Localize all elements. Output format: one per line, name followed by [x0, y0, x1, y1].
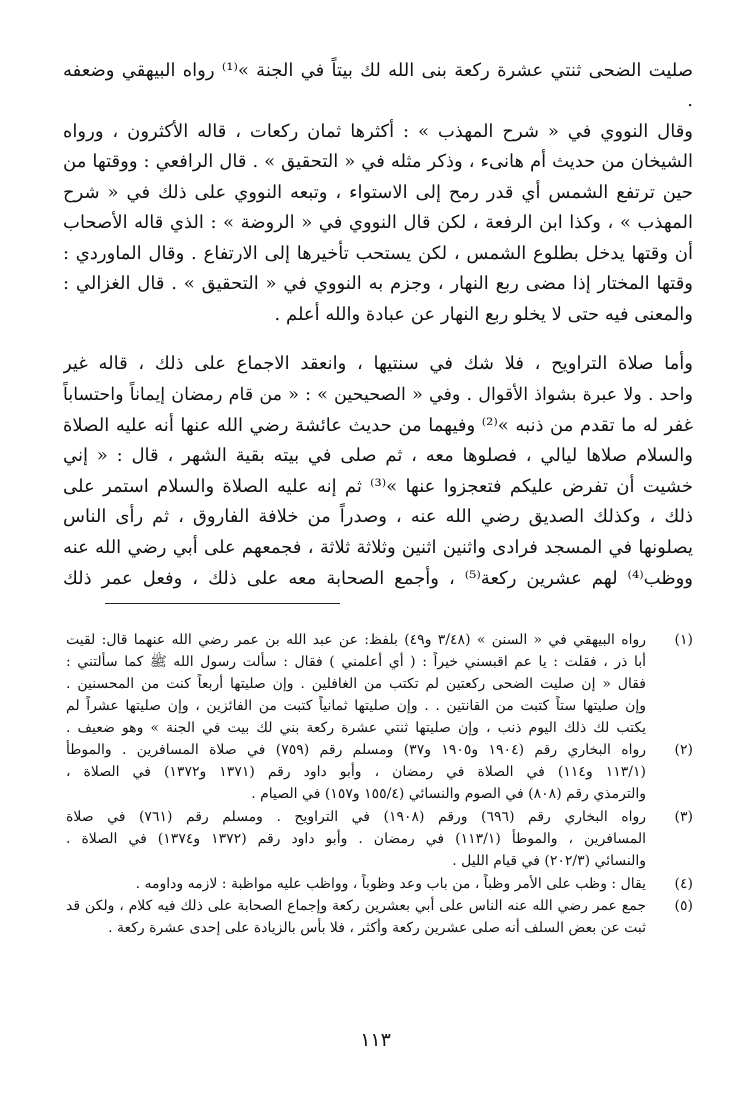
footnote-line: ثبت عن بعض السلف أنه صلى عشرين ركعة وأكثر ، فلا بأس بالزيادة على إحدى عشرة ركعة .: [108, 920, 646, 936]
footnote-number: (٥): [674, 898, 693, 914]
text-line: يصلونها في المسجد فرادى واثنين اثنين وثلاثة ثلاثة ، فجمعهم على أبي رضي الله عنه: [63, 537, 693, 558]
text-line: خشيت أن تفرض عليكم فتعجزوا عنها »⁽³⁾ ثم إنه عليه الصلاة والسلام استمر على: [63, 476, 693, 497]
footnote-line: المسافرين ، والموطأ (١١٣/١) في رمضان . وأبو داود رقم (١٣٧٢ و١٣٧٤) في الصلاة .: [66, 831, 646, 847]
footnote-line: جمع عمر رضي الله عنه الناس على أبي بعشرين ركعة وإجماع الصحابة على ذلك فيه كلام ، ولكن قد: [66, 898, 646, 914]
text-line: حين ترتفع الشمس أي قدر رمح إلى الاستواء ، وتبعه النووي على ذلك في « شرح: [63, 182, 693, 203]
footnote-number: (١): [674, 632, 693, 648]
footnote-divider: [105, 603, 340, 604]
footnote-line: أبا ذر ، فقلت : يا عم اقبسني خيراً : ( أي أعلمني ) فقال : سألت رسول الله ﷺ كما سألتني :: [66, 654, 646, 670]
footnote-line: (١١٣/١ و١١٤) في الصلاة في رمضان ، وأبو داود رقم (١٣٧١ و١٣٧٢) في الصلاة ،: [66, 764, 646, 780]
text-line: الشيخان من حديث أم هانىء ، وذكر مثله في « التحقيق » . قال الرافعي : ووقتها من: [63, 151, 693, 172]
footnote-number: (٤): [674, 876, 693, 892]
footnote-line: يكتب لك ذلك اليوم ذنب ، وإن صليتها ثنتي عشرة ركعة بني لك بيت في الجنة » وهو ضعيف .: [66, 720, 646, 736]
text-line: وأما صلاة التراويح ، فلا شك في سنتيها ، وانعقد الاجماع على ذلك ، قاله غير: [63, 353, 693, 374]
text-line: غفر له ما تقدم من ذنبه »⁽²⁾ وفيهما من حديث عائشة رضي الله عنها أنه عليه الصلاة: [63, 415, 693, 436]
text-line: واحد . ولا عبرة بشواذ الأقوال . وفي « الصحيحين » : « من قام رمضان إيماناً واحتساباً: [63, 385, 693, 405]
footnote-line: وإن صليتها ستاً كتبت من القانتين . . وإن صليتها ثمانياً كتبت من الفائزين ، وإن صليتها عشراً لم: [66, 698, 646, 714]
footnote-number: (٢): [674, 742, 693, 758]
footnote-line: رواه البخاري رقم (٦٩٦) ورقم (١٩٠٨) في التراويح . ومسلم رقم (٧٦١) في صلاة: [66, 809, 646, 825]
text-line: وقتها المختار إذا مضى ربع النهار ، وجزم به النووي في « التحقيق » . قال الغزالي :: [63, 273, 693, 294]
footnote-line: يقال : وظب على الأمر وظباً ، من باب وعد وظوباً ، وواظب عليه مواظبة : لازمه وداومه .: [135, 876, 646, 892]
footnote-line: فقال « إن صليت الضحى ركعتين لم تكتب من الغافلين . وإن صليتها أربعاً كنت من المحسنين .: [66, 676, 646, 692]
text-line: أن وقتها يدخل بطلوع الشمس ، لكن يستحب تأخيرها إلى الارتفاع . وقال الماوردي :: [63, 243, 693, 264]
text-line: ذلك ، وكذلك الصديق رضي الله عنه ، وصدراً من خلافة الفاروق ، ثم رأى الناس: [63, 506, 693, 527]
text-line: .: [687, 90, 693, 111]
text-line: صليت الضحى ثنتي عشرة ركعة بنى الله لك بيتاً في الجنة »⁽¹⁾ رواه البيهقي وضعفه: [63, 60, 693, 81]
footnote-line: رواه البيهقي في « السنن » (٣/٤٨ و٤٩) بلفظ: عن عبد الله بن عمر رضي الله عنهما قال: لقيت: [66, 632, 646, 648]
footnote-line: رواه البخاري رقم (١٩٠٤ و١٩٠٥ و٣٧) ومسلم رقم (٧٥٩) في صلاة المسافرين . والموطأ: [66, 742, 646, 758]
text-line: والسلام صلاها ليالي ، فصلوها معه ، ثم صلى في بيته بقية الشهر ، قال : « إني: [63, 445, 693, 466]
text-line: والمعنى فيه حتى لا يخلو ربع النهار عن عبادة والله أعلم .: [274, 304, 693, 325]
footnote-line: والنسائي (٢٠٢/٣) في قيام الليل .: [452, 853, 646, 869]
text-line: المهذب » ، وكذا ابن الرفعة ، لكن قال النووي في « الروضة » : الذي قاله الأصحاب: [63, 212, 693, 233]
page-number: ١١٣: [360, 1029, 391, 1051]
footnote-number: (٣): [674, 809, 693, 825]
text-line: ووظب⁽⁴⁾ لهم عشرين ركعة⁽⁵⁾ ، وأجمع الصحابة معه على ذلك ، وفعل عمر ذلك: [63, 568, 693, 589]
footnote-line: والترمذي رقم (٨٠٨) في الصوم والنسائي (١٥٥/٤ و١٥٧) في الصيام .: [251, 786, 646, 802]
text-line: وقال النووي في « شرح المهذب » : أكثرها ثمان ركعات ، قاله الأكثرون ، ورواه: [63, 121, 693, 142]
